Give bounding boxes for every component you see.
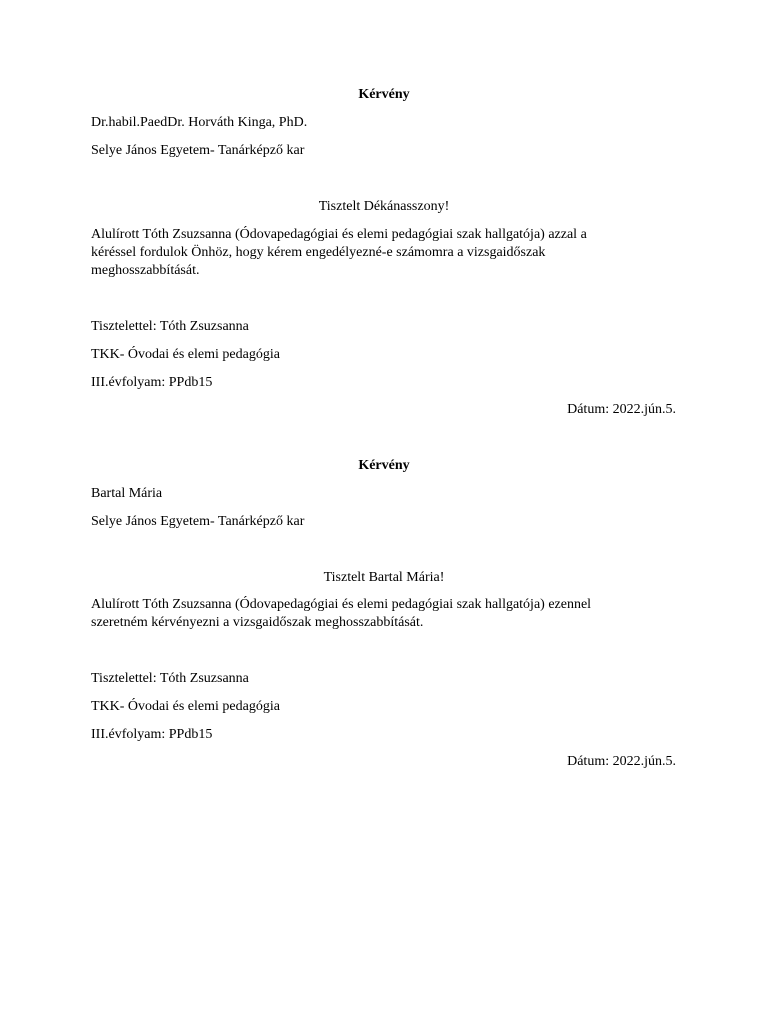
letter-1-body-line: meghosszabbítását. xyxy=(91,263,200,278)
letter-1-salutation: Tisztelt Dékánasszony! xyxy=(318,199,450,214)
letter-2-date: Dátum: 2022.jún.5. xyxy=(567,754,676,769)
letter-2-program: TKK- Óvodai és elemi pedagógia xyxy=(91,699,280,714)
letter-1-date: Dátum: 2022.jún.5. xyxy=(567,402,676,417)
letter-1-program: TKK- Óvodai és elemi pedagógia xyxy=(91,347,280,362)
letter-2-recipient: Bartal Mária xyxy=(91,486,163,501)
letter-2-closing: Tisztelettel: Tóth Zsuzsanna xyxy=(91,671,249,686)
letter-2-body-line: szeretném kérvényezni a vizsgaidőszak meghosszabbítását. xyxy=(91,615,424,630)
letter-1-closing: Tisztelettel: Tóth Zsuzsanna xyxy=(91,319,249,334)
letter-1-recipient: Dr.habil.PaedDr. Horváth Kinga, PhD. xyxy=(91,115,308,130)
letter-1-year: III.évfolyam: PPdb15 xyxy=(91,375,213,390)
letter-1-body-line: kéréssel fordulok Önhöz, hogy kérem engedélyezné-e számomra a vizsgaidőszak xyxy=(91,245,546,260)
letter-1-body xyxy=(91,226,671,280)
letter-2-institution: Selye János Egyetem- Tanárképző kar xyxy=(91,514,305,529)
letter-1-institution: Selye János Egyetem- Tanárképző kar xyxy=(91,143,305,158)
letter-2-salutation: Tisztelt Bartal Mária! xyxy=(323,570,445,585)
letter-2-body xyxy=(91,596,671,632)
letter-2-title: Kérvény xyxy=(358,458,410,473)
letter-1-title: Kérvény xyxy=(358,87,410,102)
letter-1-body-line: Alulírott Tóth Zsuzsanna (Ódovapedagógiai és elemi pedagógiai szak hallgatója) azzal a xyxy=(91,227,587,242)
letter-2-body-line: Alulírott Tóth Zsuzsanna (Ódovapedagógiai és elemi pedagógiai szak hallgatója) ezennel xyxy=(91,597,592,612)
letter-2-year: III.évfolyam: PPdb15 xyxy=(91,727,213,742)
